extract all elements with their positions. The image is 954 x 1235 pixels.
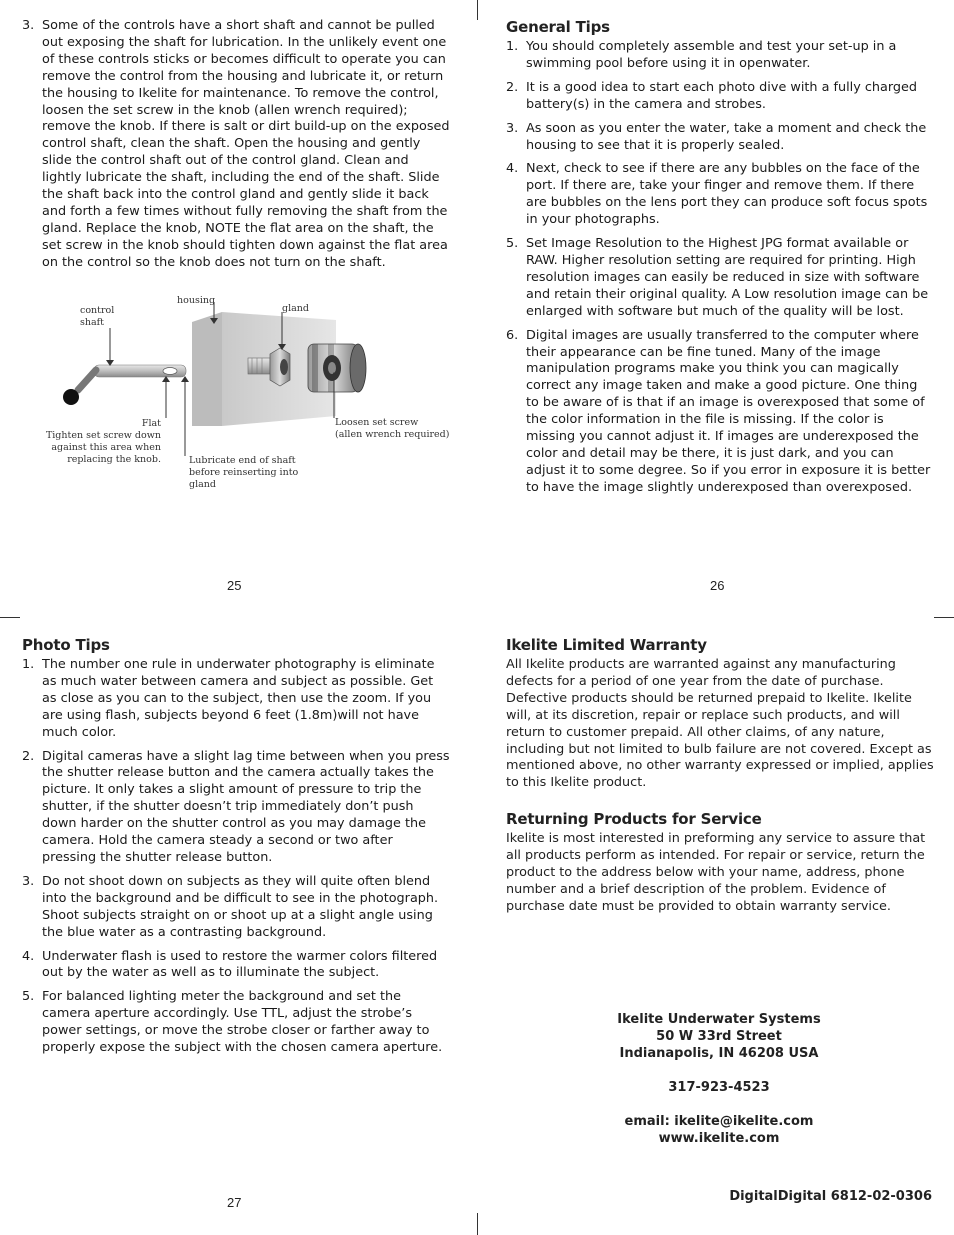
list-item	[22, 18, 450, 272]
list-item	[22, 874, 450, 942]
crop-mark-left	[0, 617, 20, 618]
page-number-25: 25	[227, 578, 242, 593]
page-number-26: 26	[710, 578, 725, 593]
list-text: Some of the controls have a short shaft and cannot be pulled out exposing the shaft for lubrication. In the unlikely event one of these controls sticks or becomes difficult to operate you can remove the control from the housing and lubricate it, or return the housing to Ikelite for maintenance. To remove the control, loosen the set screw in the knob (allen wrench required); remove the knob. If there is salt or dirt build-up on the exposed control shaft, clean the shaft. Open the housing and gently slide the control shaft out of the control gland. Clean and lightly lubricate the shaft, including the end of the shaft. Slide the shaft back into the control gland and gently slide it back and forth a few times without fully removing the shaft from the gland. Replace the knob, NOTE the flat area on the shaft, the set screw in the knob should tighten down against the flat area on the control so the knob does not turn on the shaft.	[42, 18, 450, 270]
list-item	[22, 749, 450, 867]
list-text: Set Image Resolution to the Highest JPG format available or RAW. Higher resolution setting are required for printing. High resolution images can easily be reduced in size with software and retain their original quality. A Low resolution image can be enlarged with software but much of the quality will be lost.	[526, 236, 929, 319]
crop-mark-bottom	[477, 1213, 478, 1235]
list-text: It is a good idea to start each photo dive with a fully charged battery(s) in the camera and strobes.	[526, 79, 918, 112]
page-27	[22, 636, 450, 1064]
list-number: 4.	[506, 161, 519, 177]
control-maintenance-list	[22, 18, 450, 272]
list-item	[22, 989, 450, 1057]
general-tips-title: General Tips	[506, 18, 610, 36]
label-gland: gland	[282, 303, 309, 314]
list-number: 5.	[506, 236, 519, 252]
crop-mark-right	[934, 617, 954, 618]
page-number-27: 27	[227, 1195, 242, 1210]
address-street: 50 W 33rd Street	[656, 1028, 782, 1044]
list-number: 2.	[22, 748, 35, 764]
service-title: Returning Products for Service	[506, 810, 762, 829]
list-item	[506, 236, 934, 321]
list-text: Underwater flash is used to restore the warmer colors filtered out by the water as well as to illuminate the subject.	[42, 948, 438, 981]
list-text: Digital images are usually transferred to the computer where their appearance can be fine tuned. Many of the image manipulation programs make you think you can magically correct any image taken and make a good picture. One thing to be aware of is that if an image is overexposed that some of the color information in the file is missing. If the color is missing you cannot adjust it. If images are underexposed the color and detail may be there, it is just dark, and you can adjust it to some degree. So if you error in exposure it is better to have the image slightly underexposed than overexposed.	[526, 327, 931, 495]
list-number: 1.	[22, 657, 35, 672]
label-lubricate: Lubricate end of shaft before reinserting into gland	[189, 455, 299, 490]
list-item	[506, 80, 934, 114]
warranty-title: Ikelite Limited Warranty	[506, 636, 707, 654]
list-text: The number one rule in underwater photography is eliminate as much water between camera and subject as possible. Get as close as you can to the subject, then use the zoom. If you are using flash, subjects beyond 6 feet (1.8m)will not have much color.	[42, 657, 435, 740]
service-text: Ikelite is most interested in preforming any service to assure that all products perform as intended. For repair or service, return the product to the address below with your name, address, phone number and a brief description of the problem. Evidence of purchase date must be provided to obtain warranty service.	[506, 831, 926, 914]
label-housing: housing	[177, 295, 216, 306]
list-item	[506, 121, 934, 155]
list-number: 1.	[506, 39, 519, 54]
address-company: Ikelite Underwater Systems	[617, 1012, 821, 1027]
address-phone: 317-923-4523	[668, 1079, 770, 1095]
list-number: 6.	[506, 327, 519, 343]
list-item	[22, 657, 450, 742]
photo-tips-list	[22, 657, 450, 1057]
footer-document-code: DigitalDigital 6812-02-0306	[729, 1189, 932, 1204]
list-number: 5.	[22, 989, 35, 1005]
list-number: 4.	[22, 948, 35, 964]
page-26	[506, 18, 934, 504]
page-28	[506, 636, 934, 916]
control-shaft-diagram	[36, 290, 456, 500]
list-item	[506, 161, 934, 229]
shaft-knob-end	[63, 389, 79, 405]
label-loosen: Loosen set screw (allen wrench required)	[335, 417, 450, 440]
list-item	[506, 39, 934, 73]
list-text: Do not shoot down on subjects as they will quite often blend into the background and be difficult to see in the photograph. Shoot subjects straight on or shoot up at a slight angle using the blue water as a contrasting background.	[42, 873, 439, 940]
label-flat: Flat Tighten set screw down against this area when replacing the knob.	[45, 418, 161, 465]
page-25	[22, 18, 450, 279]
list-number: 3.	[22, 873, 35, 889]
list-item	[22, 949, 450, 983]
list-text: Digital cameras have a slight lag time between when you press the shutter release button and the camera actually takes the picture. It only takes a slight amount of pressure to trip the shutter, if the shutter doesn’t trip immediately don’t push down harder on the shutter control as you may damage the camera. Hold the camera steady a second or two after pressing the shutter release button.	[42, 748, 450, 865]
list-text: For balanced lighting meter the background and set the camera aperture accordingly. Use TTL, adjust the strobe’s power settings, or move the strobe closer or farther away to properly expose the subject with the chosen camera aperture.	[42, 989, 443, 1056]
crop-mark-top	[477, 0, 478, 20]
housing-wall	[192, 312, 222, 426]
list-text: As soon as you enter the water, take a moment and check the housing to see that it is properly sealed.	[526, 120, 927, 153]
list-number: 2.	[506, 79, 519, 95]
list-number: 3.	[22, 18, 35, 33]
label-control-shaft: control shaft	[80, 305, 115, 328]
general-tips-list	[506, 39, 934, 497]
list-text: Next, check to see if there are any bubbles on the face of the port. If there are, take your finger and remove them. If there are bubbles on the lens port they can produce soft focus spots in your photographs.	[526, 161, 928, 228]
list-item	[506, 328, 934, 497]
photo-tips-title: Photo Tips	[22, 636, 110, 654]
address-city: Indianapolis, IN 46208 USA	[619, 1045, 819, 1061]
list-number: 3.	[506, 120, 519, 136]
warranty-text: All Ikelite products are warranted against any manufacturing defects for a period of one year from the date of purchase. Defective products should be returned prepaid to Ikelite. Ikelite will, at its discretion, repair or replace such products, and will return to customer prepaid. All other claims, of any nature, including but not limited to bulb failure are not covered. Except as mentioned above, no other warranty expressed or implied, applies to this Ikelite product.	[506, 657, 934, 791]
list-text: You should completely assemble and test your set-up in a swimming pool before using it in openwater.	[526, 39, 897, 71]
address-email[interactable]: email: ikelite@ikelite.com	[624, 1113, 814, 1129]
company-address	[560, 1012, 878, 1147]
address-web[interactable]: www.ikelite.com	[658, 1130, 780, 1146]
